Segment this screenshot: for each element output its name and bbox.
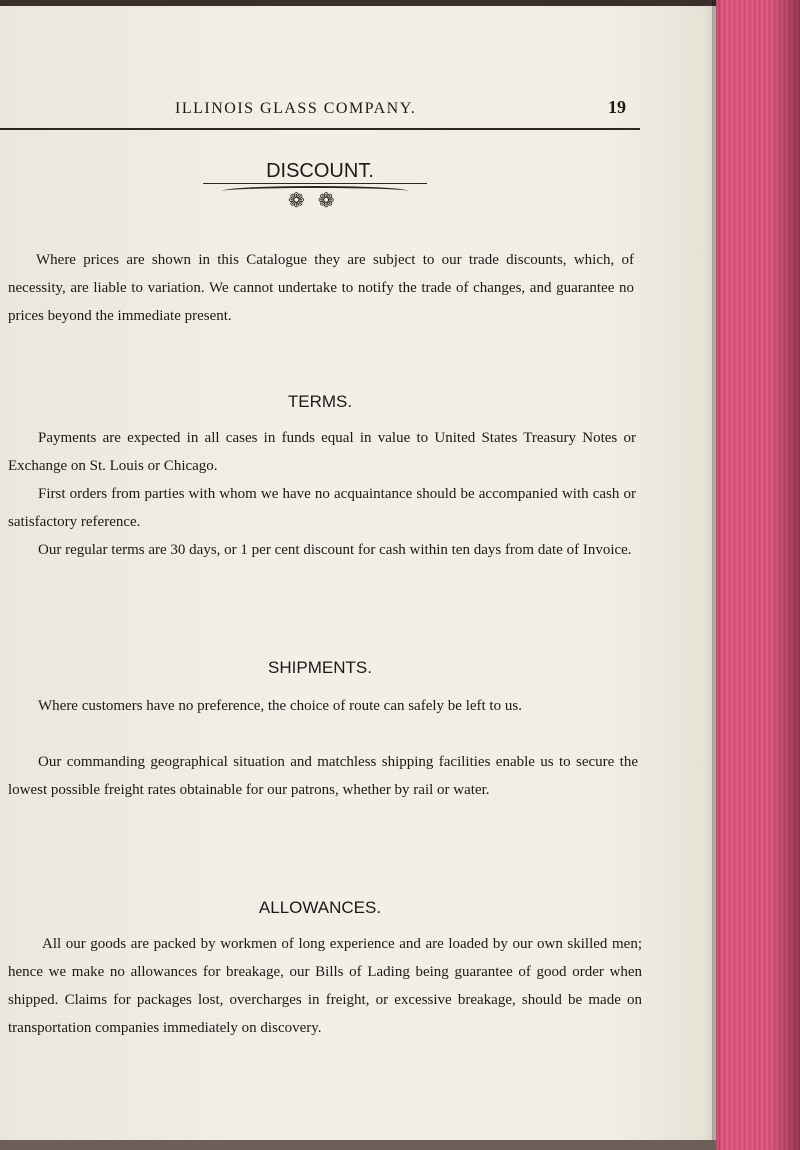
allowances-paragraph: All our goods are packed by workmen of long experience and are loaded by our own skilled men; hence we make no allowances for breakage, our Bills of Lading being guarantee of good order when shipped. Claims for packages lost, overcharges in freight, or excessive breakage, should be made on transportation companies immediately on discovery. [8, 936, 642, 1036]
allowances-heading: ALLOWANCES. [258, 898, 382, 917]
discount-heading: DISCOUNT. [266, 160, 374, 182]
terms-paragraph-2: First orders from parties with whom we have no acquaintance should be accompanied with cash or satisfactory reference. [8, 486, 636, 530]
shipments-paragraph-2: Our commanding geographical situation and matchless shipping facilities enable us to secure the lowest possible freight rates obtainable for our patrons, whether by rail or water. [8, 754, 638, 798]
running-head-title: ILLINOIS GLASS COMPANY. [175, 100, 417, 117]
floral-ornament: ❁ ❁ [288, 190, 339, 212]
book-edge-shade [770, 0, 800, 1150]
terms-paragraph-1: Payments are expected in all cases in funds equal in value to United States Treasury Notes or Exchange on St. Louis or Chicago. [8, 430, 636, 474]
page-bottom-edge [0, 1140, 716, 1150]
page-number: 19 [608, 97, 626, 117]
terms-heading: TERMS. [287, 392, 353, 411]
heading-rule [203, 183, 427, 184]
shipments-paragraph-1: Where customers have no preference, the choice of route can safely be left to us. [38, 698, 522, 714]
terms-paragraph-3: Our regular terms are 30 days, or 1 per cent discount for cash within ten days from date of Invoice. [38, 542, 632, 558]
gutter-shadow [712, 0, 722, 1150]
page-top-edge [0, 0, 716, 6]
discount-paragraph: Where prices are shown in this Catalogue they are subject to our trade discounts, which, of necessity, are liable to variation. We cannot undertake to notify the trade of changes, and guarantee no prices beyond the immediate present. [8, 252, 634, 324]
running-head [0, 97, 640, 130]
shipments-heading: SHIPMENTS. [268, 658, 372, 677]
